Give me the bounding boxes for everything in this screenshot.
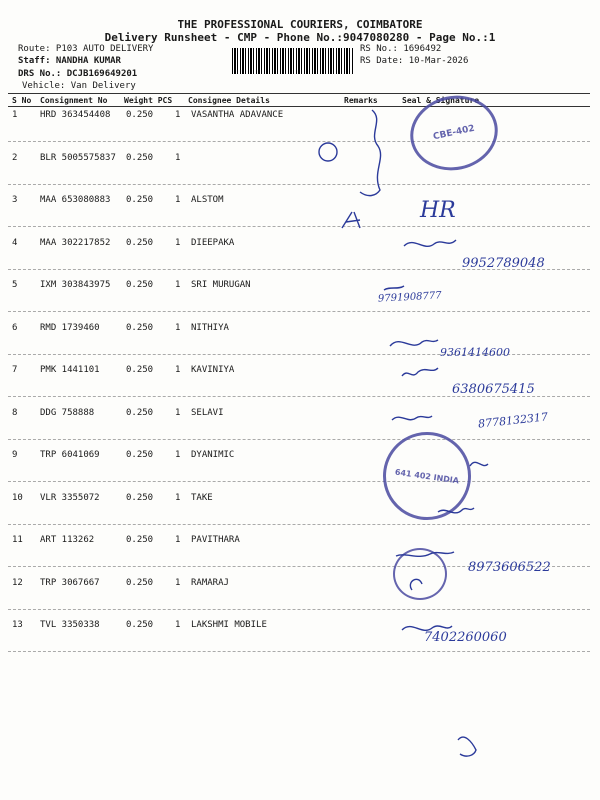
row-consignment-no: RMD 1739460 bbox=[40, 322, 100, 333]
document-title: THE PROFESSIONAL COURIERS, COIMBATORE bbox=[177, 18, 423, 31]
row-consignment-no: TRP 3067667 bbox=[40, 577, 100, 588]
handwritten-phone-8: 8778132317 bbox=[477, 410, 549, 431]
row-sno: 13 bbox=[12, 620, 23, 630]
document-subtitle: Delivery Runsheet - CMP - Phone No.:9047080280 - Page No.:1 bbox=[104, 31, 496, 44]
seal-text-middle: 641 402 INDIA bbox=[394, 467, 460, 485]
handwritten-phone-12: 8973606522 bbox=[468, 560, 551, 575]
row-consignee: PAVITHARA bbox=[191, 535, 240, 545]
vehicle: Vehicle: Van Delivery bbox=[22, 81, 136, 91]
row-consignment-no: VLR 3355072 bbox=[40, 492, 100, 503]
row-pcs: 1 bbox=[175, 110, 181, 120]
row-weight: 0.250 bbox=[126, 620, 154, 630]
row-pcs: 1 bbox=[175, 577, 181, 588]
row-sno: 12 bbox=[12, 577, 23, 588]
row-sno: 6 bbox=[12, 322, 18, 333]
row-consignment-no: MAA 302217852 bbox=[40, 237, 111, 248]
row-weight: 0.250 bbox=[126, 407, 154, 418]
handwritten-phone-13: 7402260060 bbox=[424, 630, 507, 645]
row-consignee: VASANTHA ADAVANCE bbox=[191, 110, 284, 120]
handwritten-phone-4: 9952789048 bbox=[462, 256, 545, 271]
row-pcs: 1 bbox=[175, 280, 181, 290]
row-consignment-no: MAA 653080883 bbox=[40, 195, 111, 205]
row-consignee: TAKE bbox=[191, 492, 213, 503]
row-consignment-no: IXM 303843975 bbox=[40, 280, 111, 290]
row-pcs: 1 bbox=[175, 152, 181, 163]
row-consignment-no: DDG 758888 bbox=[40, 407, 95, 418]
row-pcs: 1 bbox=[175, 492, 181, 503]
row-consignment-no: PMK 1441101 bbox=[40, 365, 100, 375]
row-consignee: RAMARAJ bbox=[191, 577, 229, 588]
row-consignment-no: ART 113262 bbox=[40, 535, 95, 545]
staff: Staff: NANDHA KUMAR bbox=[18, 56, 121, 66]
row-consignee: DIEEPAKA bbox=[191, 237, 235, 248]
rs-date: RS Date: 10-Mar-2026 bbox=[360, 56, 469, 66]
row-weight: 0.250 bbox=[126, 152, 154, 163]
row-weight: 0.250 bbox=[126, 535, 154, 545]
row-consignee: ALSTOM bbox=[191, 195, 224, 205]
row-consignee: DYANIMIC bbox=[191, 450, 235, 460]
row-pcs: 1 bbox=[175, 322, 181, 333]
handwritten-phone-7: 6380675415 bbox=[452, 382, 535, 397]
row-pcs: 1 bbox=[175, 620, 181, 630]
row-pcs: 1 bbox=[175, 407, 181, 418]
row-pcs: 1 bbox=[175, 237, 181, 248]
route: Route: P103 AUTO DELIVERY bbox=[18, 44, 154, 54]
drs-no: DRS No.: DCJB169649201 bbox=[18, 69, 138, 79]
row-consignee: LAKSHMI MOBILE bbox=[191, 620, 267, 630]
row-sno: 7 bbox=[12, 365, 18, 375]
handwritten-phone-6: 9361414600 bbox=[440, 346, 510, 359]
row-sno: 8 bbox=[12, 407, 18, 418]
col-seal: Seal & Signature bbox=[402, 96, 480, 105]
col-consignee: Consignee Details bbox=[188, 96, 270, 105]
handwritten-phone-5: 9791908777 bbox=[377, 290, 442, 305]
row-weight: 0.250 bbox=[126, 577, 154, 588]
rs-no: RS No.: 1696492 bbox=[360, 44, 442, 54]
row-sno: 9 bbox=[12, 450, 18, 460]
handwritten-hr: HR bbox=[420, 198, 456, 223]
row-sno: 1 bbox=[12, 110, 18, 120]
row-weight: 0.250 bbox=[126, 365, 154, 375]
row-pcs: 1 bbox=[175, 535, 181, 545]
row-pcs: 1 bbox=[175, 365, 181, 375]
row-sno: 10 bbox=[12, 492, 23, 503]
row-weight: 0.250 bbox=[126, 237, 154, 248]
row-consignment-no: BLR 5005575837 bbox=[40, 152, 116, 163]
col-sno: S No bbox=[12, 96, 32, 105]
row-weight: 0.250 bbox=[126, 195, 154, 205]
row-weight: 0.250 bbox=[126, 322, 154, 333]
row-consignee: NITHIYA bbox=[191, 322, 229, 333]
col-consignment: Consignment No bbox=[40, 96, 108, 105]
row-weight: 0.250 bbox=[126, 450, 154, 460]
row-consignment-no: TVL 3350338 bbox=[40, 620, 100, 630]
row-consignee: KAVINIYA bbox=[191, 365, 235, 375]
row-weight: 0.250 bbox=[126, 492, 154, 503]
row-pcs: 1 bbox=[175, 450, 181, 460]
row-consignment-no: HRD 363454408 bbox=[40, 110, 111, 120]
row-consignee: SELAVI bbox=[191, 407, 224, 418]
col-weight-pcs: Weight PCS bbox=[124, 96, 173, 105]
row-sno: 4 bbox=[12, 237, 18, 248]
row-sno: 5 bbox=[12, 280, 18, 290]
row-weight: 0.250 bbox=[126, 110, 154, 120]
row-pcs: 1 bbox=[175, 195, 181, 205]
row-consignee: SRI MURUGAN bbox=[191, 280, 251, 290]
row-sno: 2 bbox=[12, 152, 18, 163]
row-weight: 0.250 bbox=[126, 280, 154, 290]
row-sno: 3 bbox=[12, 195, 18, 205]
row-consignment-no: TRP 6041069 bbox=[40, 450, 100, 460]
row-sno: 11 bbox=[12, 535, 23, 545]
col-remarks: Remarks bbox=[344, 96, 378, 105]
seal-text-top: CBE-402 bbox=[432, 123, 476, 143]
